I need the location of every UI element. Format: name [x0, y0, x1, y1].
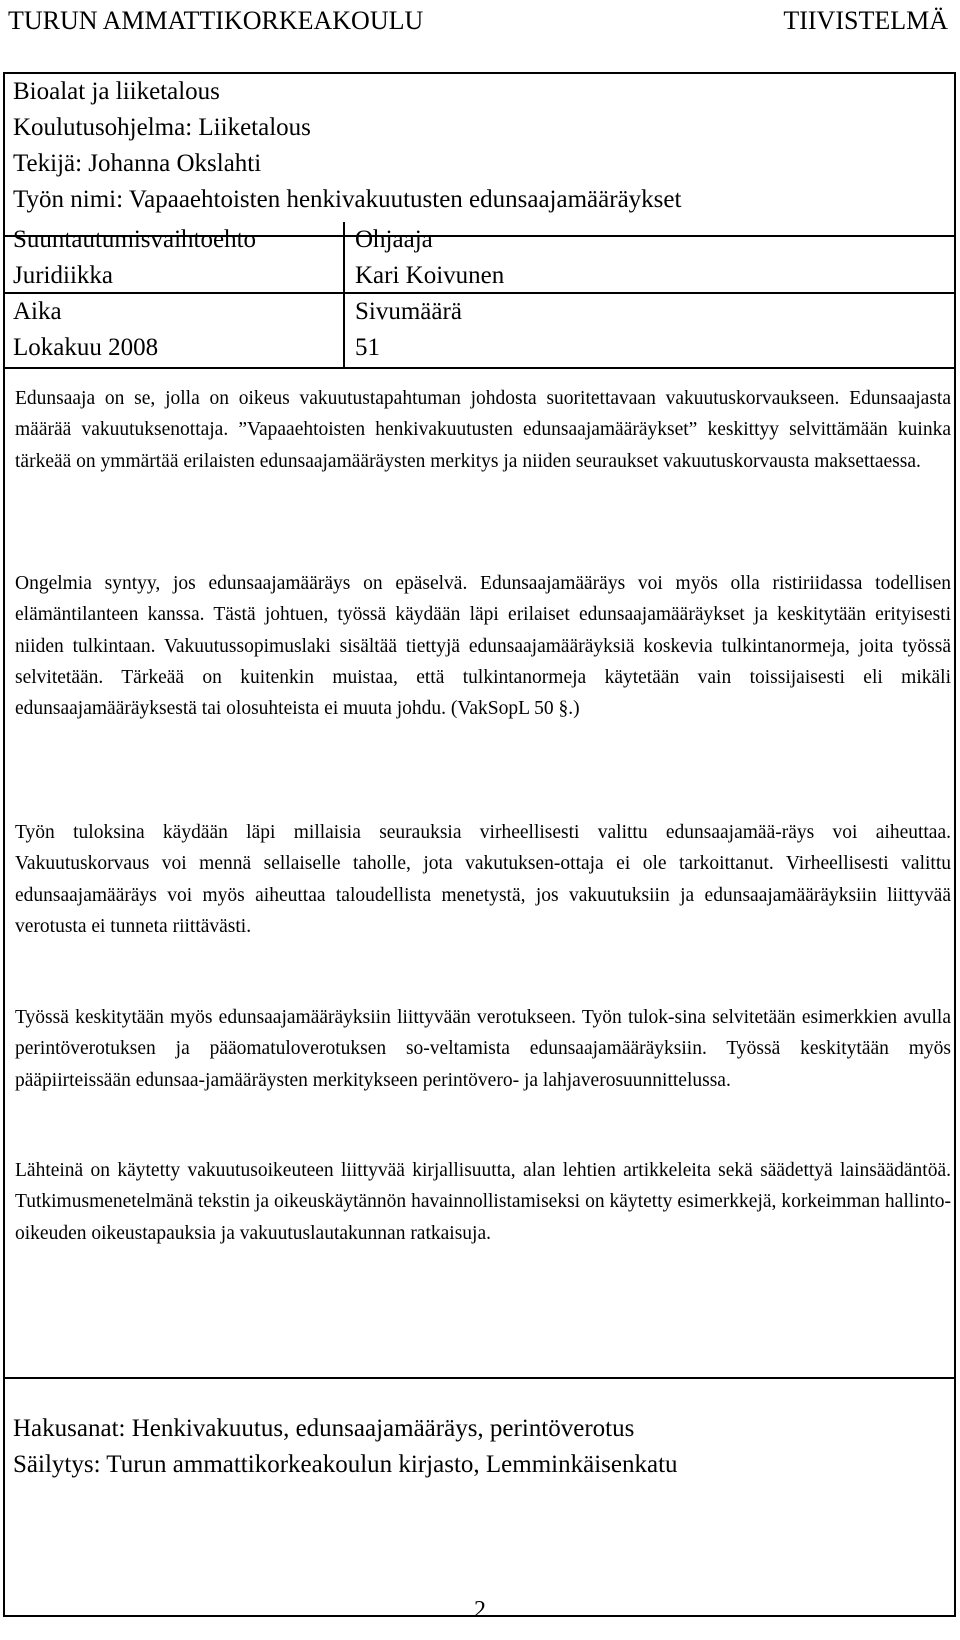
specialization-row: [5, 222, 954, 294]
date-label: Aika: [13, 298, 62, 325]
abstract-paragraph-4: Työssä keskitytään myös edunsaajamääräyksiin liittyvään verotukseen. Työn tulok-sina selvitetään esimerkkien avulla perintöverotuksen ja pääomatuloverotuksen so-veltamista edunsaajamääräyksiin. Työssä keskitytään myös pääpiirteissään edunsaa-jamääräysten merkitykseen perintövero- ja lahjaverosuunnittelussa.: [15, 1007, 951, 1091]
abstract-paragraph-5: Lähteinä on käytetty vakuutusoikeuteen liittyvää kirjallisuutta, alan lehtien artikkeleita sekä säädettyä lainsäädäntöä. Tutkimusmenetelmänä tekstin ja oikeuskäytännön havainnollistamiseksi on käytetty esimerkkejä, korkeimman hallinto-oikeuden oikeustapauksia ja vakuutuslautakunnan ratkaisuja.: [15, 1160, 951, 1244]
storage-line: Säilytys: Turun ammattikorkeakoulun kirjasto, Lemminkäisenkatu: [13, 1451, 678, 1478]
document-type: TIIVISTELMÄ: [783, 6, 948, 35]
pages-label: Sivumäärä: [355, 298, 462, 325]
info-block: [5, 74, 954, 237]
institution-name: TURUN AMMATTIKORKEAKOULU: [8, 6, 424, 35]
keywords-block: [5, 1377, 954, 1489]
supervisor-label: Ohjaaja: [355, 226, 433, 253]
pages-cell: [347, 294, 954, 367]
pages-value: 51: [355, 334, 380, 361]
supervisor-cell: [347, 222, 954, 292]
specialization-label: Suuntautumisvaihtoehto: [13, 226, 257, 253]
supervisor-value: Kari Koivunen: [355, 262, 505, 289]
abstract-paragraph-2: Ongelmia syntyy, jos edunsaajamääräys on epäselvä. Edunsaajamääräys voi myös olla ristiriidassa todellisen elämäntilanteen kanssa. Tästä johtuen, työssä käydään läpi erilaiset edunsaajamääräykset ja keskitytään erityisesti niiden tulkintaan. Vakuutussopimuslaki sisältää tiettyjä edunsaajamääräyksiä koskevia tulkintanormeja, joita työssä selvitetään. Tärkeää on kuitenkin muistaa, että tulkintanormeja käytetään vain toissijaisesti eli mikäli edunsaajamääräyksestä tai olosuhteista ei muuta johdu. (VakSopL 50 §.): [15, 573, 951, 720]
title-line: Työn nimi: Vapaaehtoisten henkivakuutusten edunsaajamääräykset: [13, 186, 682, 213]
specialization-cell: [5, 222, 345, 292]
programme-line: Koulutusohjelma: Liiketalous: [13, 114, 311, 141]
abstract-paragraph-1: Edunsaaja on se, jolla on oikeus vakuutustapahtuman johdosta suoritettavaan vakuutuskorvaukseen. Edunsaajasta määrää vakuutuksenottaja. ”Vapaaehtoisten henkivakuutusten edunsaajamääräykset” keskittyy selvittämään kuinka tärkeää on ymmärtää erilaisten edunsaajamääräysten merkitys ja niiden seuraukset vakuutuskorvausta maksettaessa.: [15, 388, 951, 472]
date-cell: [5, 294, 345, 367]
field-line: Bioalat ja liiketalous: [13, 78, 220, 105]
page-number: 2: [474, 1597, 486, 1623]
date-row: [5, 294, 954, 369]
author-line: Tekijä: Johanna Okslahti: [13, 150, 262, 177]
abstract-paragraph-3: Työn tuloksina käydään läpi millaisia seurauksia virheellisesti valittu edunsaajamää-räys voi aiheuttaa. Vakuutuskorvaus voi mennä sellaiselle taholle, jota vakutuksen-ottaja ei ole tarkoittanut. Virheellisesti valittu edunsaajamääräys voi myös aiheuttaa taloudellista menetystä, jos vakuutuksiin ja edunsaajamääräyksiin liittyvää verotusta ei tunneta riittävästi.: [15, 822, 951, 937]
keywords-line: Hakusanat: Henkivakuutus, edunsaajamääräys, perintöverotus: [13, 1415, 635, 1442]
specialization-value: Juridiikka: [13, 262, 113, 289]
date-value: Lokakuu 2008: [13, 334, 159, 361]
abstract-form: [3, 72, 956, 1617]
page-header: [8, 2, 948, 40]
